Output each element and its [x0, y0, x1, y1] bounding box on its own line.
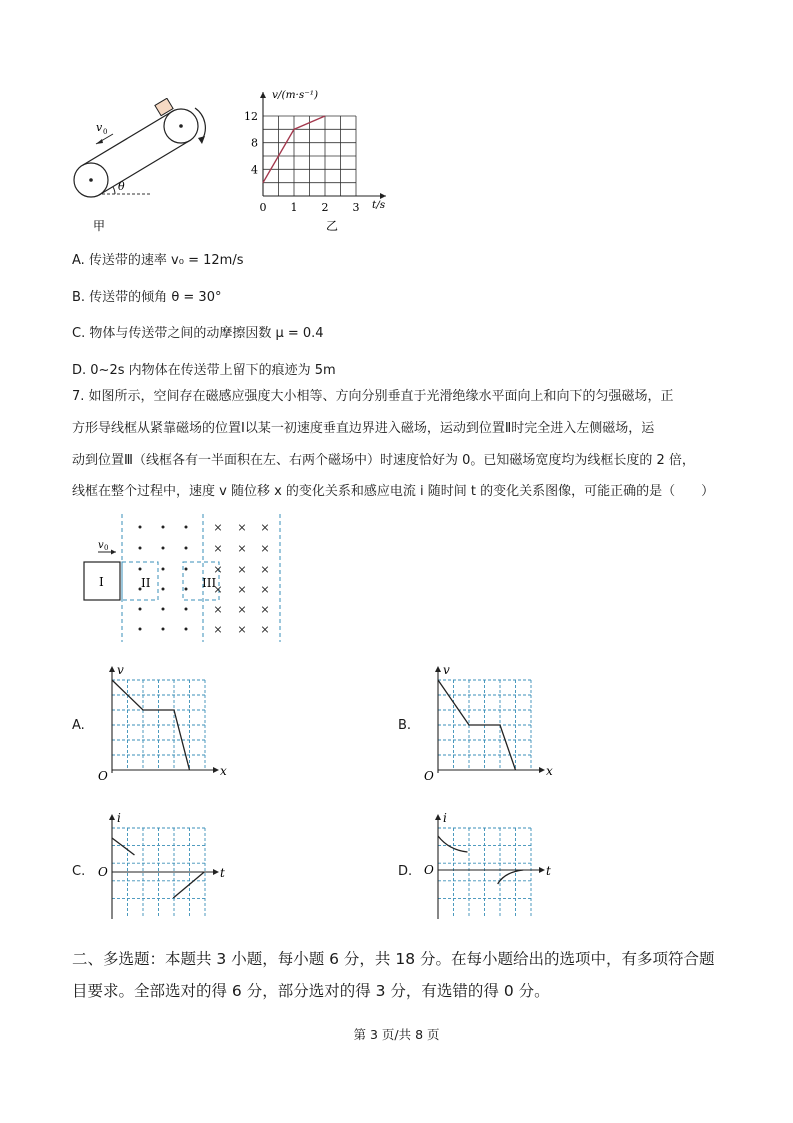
graph-origin-label: O	[424, 769, 434, 783]
field-in-cross: ×	[260, 542, 270, 555]
q7-text-line3: 动到位置Ⅲ（线框各有一半面积在左、右两个磁场中）时速度恰好为 0。已知磁场宽度均为线框长度的 2 倍，	[72, 453, 695, 468]
graph-origin-label: O	[98, 769, 108, 783]
q6-option-c: C. 物体与传送带之间的动摩擦因数 μ = 0.4	[72, 326, 324, 341]
fig-jia-label: 甲	[93, 219, 106, 233]
field-out-dot	[162, 628, 165, 631]
q7-text-line2: 方形导线框从紧靠磁场的位置Ⅰ以某一初速度垂直边界进入磁场，运动到位置Ⅱ时完全进入左侧磁场，运	[72, 421, 655, 436]
field-out-dot	[139, 526, 142, 529]
field-out-dot	[139, 608, 142, 611]
field-in-cross: ×	[237, 542, 247, 555]
field-in-cross: ×	[213, 623, 223, 636]
graph-y-axis-label: i	[117, 812, 121, 825]
field-v0-label: v	[98, 540, 104, 551]
field-in-cross: ×	[213, 563, 223, 576]
field-out-dot	[185, 608, 188, 611]
field-in-cross: ×	[237, 521, 247, 534]
choice-b-letter: B.	[398, 718, 412, 733]
vt-xlabel: t/s	[372, 199, 386, 211]
field-out-dot	[162, 547, 165, 550]
vt-chart	[238, 84, 398, 234]
position-3-label: III	[202, 576, 217, 590]
position-1-label: I	[99, 575, 104, 589]
svg-text:0: 0	[103, 128, 108, 136]
field-in-cross: ×	[260, 563, 270, 576]
field-out-dot	[185, 568, 188, 571]
magnetic-field-figure	[78, 512, 288, 644]
vt-xtick-label: 1	[290, 201, 298, 214]
field-in-cross: ×	[260, 603, 270, 616]
q7-text-line1: 7. 如图所示，空间存在磁感应强度大小相等、方向分别垂直于光滑绝缘水平面向上和向下的匀强磁场，正	[72, 389, 674, 404]
field-out-dot	[139, 628, 142, 631]
page-footer: 第 3 页/共 8 页	[353, 1027, 440, 1042]
field-in-cross: ×	[213, 583, 223, 596]
vt-ytick-label: 4	[251, 163, 258, 177]
choice-d-graph	[418, 812, 558, 924]
choice-a-letter: A.	[72, 718, 85, 733]
theta-label: θ	[118, 180, 125, 193]
graph-y-axis-label: v	[443, 663, 450, 677]
choice-c-graph	[92, 812, 227, 924]
field-in-cross: ×	[260, 583, 270, 596]
graph-y-axis-label: v	[117, 663, 124, 677]
choice-c-letter: C.	[72, 864, 86, 879]
graph-y-axis-label: i	[443, 812, 447, 825]
field-in-cross: ×	[237, 623, 247, 636]
field-in-cross: ×	[213, 542, 223, 555]
field-out-dot	[162, 588, 165, 591]
field-out-dot	[139, 547, 142, 550]
graph-origin-label: O	[98, 865, 108, 879]
graph-curve	[438, 836, 467, 852]
q7-text-line4: 线框在整个过程中，速度 v 随位移 x 的变化关系和感应电流 i 随时间 t 的变化关系图像，可能正确的是（ ）	[72, 484, 715, 499]
vt-ylabel: v/(m·s⁻¹)	[272, 89, 319, 101]
section2-heading-line1: 二、多选题：本题共 3 小题，每小题 6 分，共 18 分。在每小题给出的选项中，有多项符合题	[72, 950, 715, 968]
field-out-dot	[185, 588, 188, 591]
vt-xtick-label: 0	[259, 201, 267, 214]
field-in-cross: ×	[237, 583, 247, 596]
vt-xtick-label: 2	[321, 201, 329, 214]
field-out-dot	[162, 526, 165, 529]
vt-ytick-label: 12	[244, 110, 258, 123]
vt-xtick-label: 3	[352, 201, 360, 214]
field-in-cross: ×	[260, 623, 270, 636]
q6-option-b: B. 传送带的倾角 θ = 30°	[72, 290, 222, 305]
vt-ytick-label: 8	[251, 136, 258, 150]
choice-d-letter: D.	[398, 864, 413, 879]
field-out-dot	[139, 568, 142, 571]
graph-origin-label: O	[424, 863, 434, 877]
graph-curve	[498, 870, 524, 884]
section2-heading-line2: 目要求。全部选对的得 6 分，部分选对的得 3 分，有选错的得 0 分。	[72, 982, 550, 1000]
field-out-dot	[162, 608, 165, 611]
choice-b-graph	[418, 662, 558, 787]
q6-option-d: D. 0~2s 内物体在传送带上留下的痕迹为 5m	[72, 363, 336, 378]
field-out-dot	[185, 628, 188, 631]
choice-a-graph	[92, 662, 227, 787]
position-2-label: II	[141, 576, 151, 590]
field-out-dot	[185, 526, 188, 529]
field-in-cross: ×	[213, 521, 223, 534]
v0-label: v	[96, 121, 103, 134]
field-in-cross: ×	[237, 563, 247, 576]
field-in-cross: ×	[213, 603, 223, 616]
field-out-dot	[162, 568, 165, 571]
graph-x-axis-label: x	[546, 764, 553, 778]
svg-text:0: 0	[104, 544, 109, 552]
conveyor-belt-figure	[66, 98, 216, 233]
q6-option-a: A. 传送带的速率 v₀ = 12m/s	[72, 253, 244, 268]
field-out-dot	[185, 547, 188, 550]
graph-curve	[112, 838, 134, 855]
field-in-cross: ×	[237, 603, 247, 616]
graph-x-axis-label: x	[220, 764, 227, 778]
graph-x-axis-label: t	[220, 866, 225, 880]
graph-curve	[173, 872, 204, 898]
graph-x-axis-label: t	[546, 864, 551, 878]
fig-yi-label: 乙	[326, 219, 339, 233]
field-in-cross: ×	[260, 521, 270, 534]
